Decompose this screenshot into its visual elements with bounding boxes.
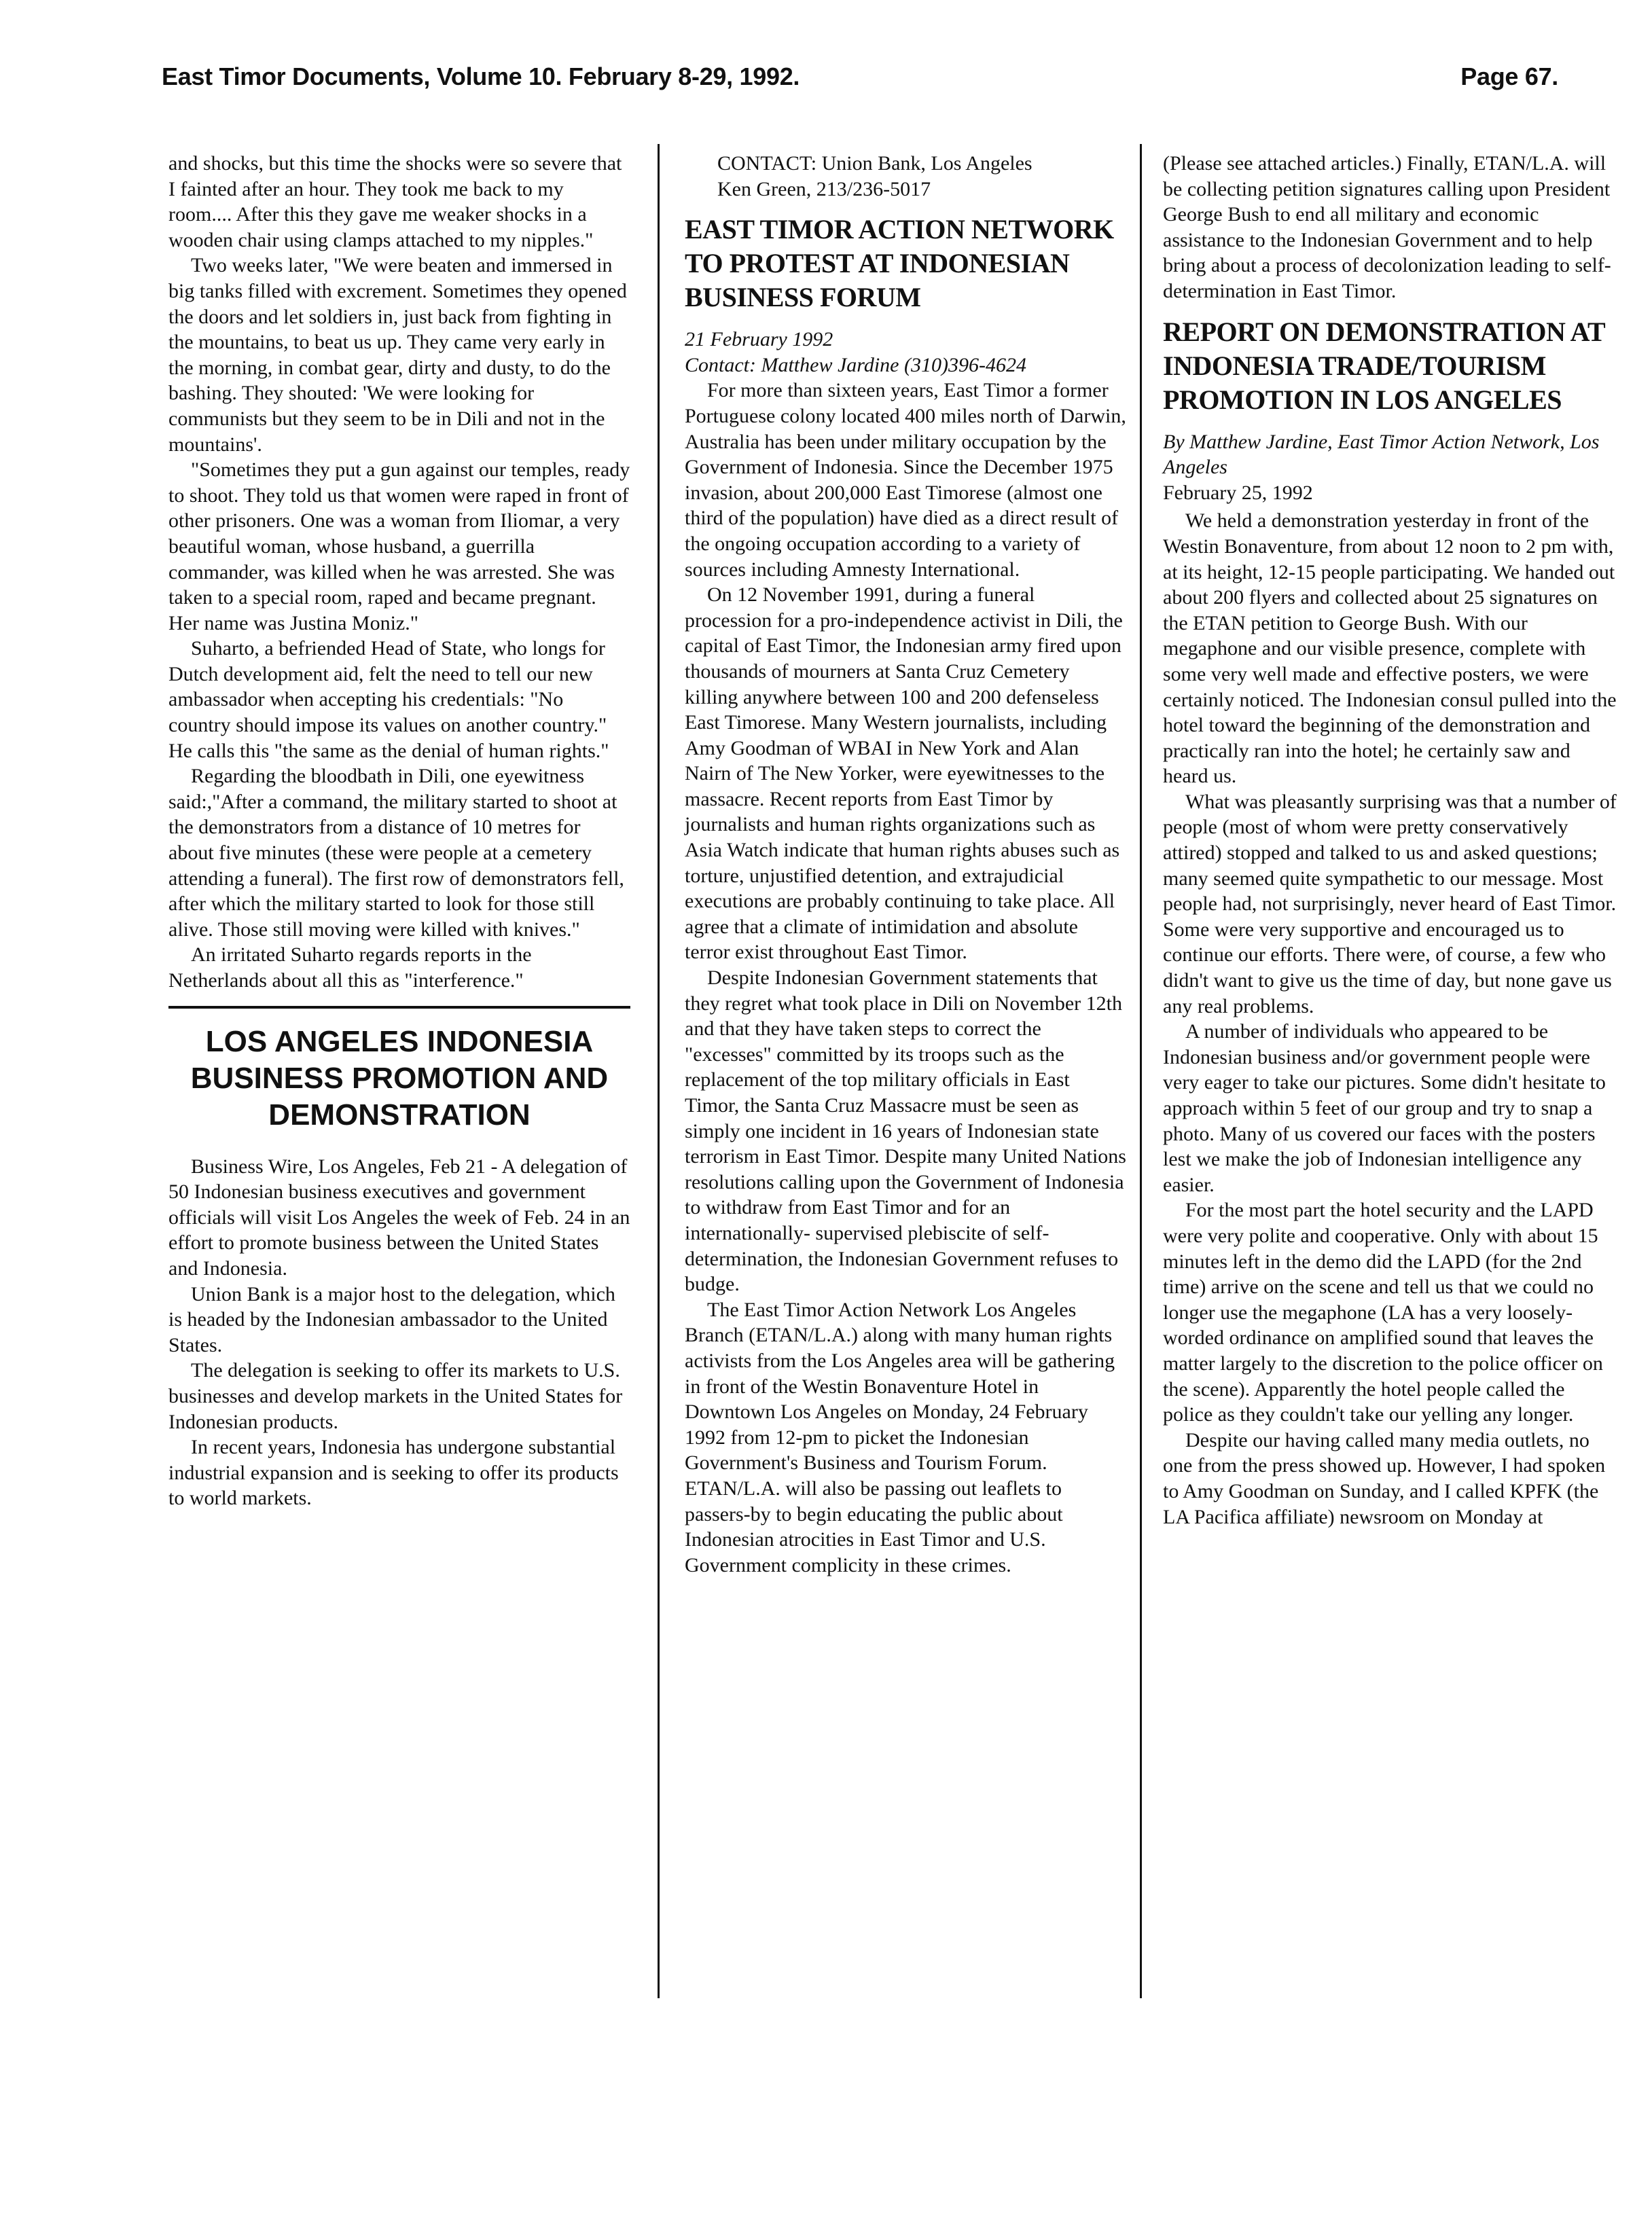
article-date: February 25, 1992: [1163, 481, 1313, 504]
paragraph: and shocks, but this time the shocks were so severe that I fainted after an hour. They took me back to my room.... After this they gave me weaker shocks in a wooden chair using clamps attached to my nipples.": [168, 152, 622, 251]
paragraph: The delegation is seeking to offer its markets to U.S. businesses and develop markets in the United States for Indonesian products.: [168, 1359, 623, 1433]
article-heading: LOS ANGELES INDONESIA BUSINESS PROMOTION AND DEMONSTRATION: [190, 1024, 609, 1132]
paragraph: We held a demonstration yesterday in front of the Westin Bonaventure, from about 12 noon to 2 pm with, at its height, 12-15 people participating. We handed out about 200 flyers and collected about 25 signatures on the ETAN petition to George Bush. With our megaphone and our visible presence, complete with some very well made and effective posters, we were certainly noticed. The Indonesian consul pulled into the hotel toward the beginning of the demonstration and practically ran into the hotel; he certainly saw and heard us.: [1163, 509, 1617, 788]
section-divider: [168, 1006, 630, 1009]
article-date: 21 February 1992: [685, 328, 833, 351]
paragraph: "Sometimes they put a gun against our temples, ready to shoot. They told us that women were raped in front of other prisoners. One was a woman from Iliomar, a very beautiful woman, whose husband, a guerrilla commander, was killed when he was arrested. She was taken to a special room, raped and became pregnant. Her name was Justina Moniz.": [168, 458, 630, 634]
paragraph: For more than sixteen years, East Timor a former Portuguese colony located 400 miles north of Darwin, Australia has been under military occupation by the Government of Indonesia. Since the December 1975 invasion, about 200,000 East Timorese (almost one third of the population) have died as a direct result of the ongoing occupation according to a variety of sources including Amnesty International.: [685, 379, 1126, 581]
paragraph: In recent years, Indonesia has undergone substantial industrial expansion and is seeking to offer its products to world markets.: [168, 1436, 619, 1510]
paragraph: Suharto, a befriended Head of State, who longs for Dutch development aid, felt the need to tell our new ambassador when accepting his credentials: "No country should impose its values on another country." He calls this "the same as the denial of human rights.": [168, 637, 609, 762]
column-2: [685, 151, 1126, 1578]
column-3: [1163, 151, 1618, 1530]
contact-line: CONTACT: Union Bank, Los Angeles: [717, 152, 1032, 175]
paragraph: On 12 November 1991, during a funeral procession for a pro-independence activist in Dili, the capital of East Timor, the Indonesian army fired upon thousands of mourners at Santa Cruz Cemetery killing anywhere between 100 and 200 defenseless East Timorese. Many Western journalists, including Amy Goodman of WBAI in New York and Alan Nairn of The New Yorker, were eyewitnesses to the massacre. Recent reports from East Timor by journalists and human rights organizations such as Asia Watch indicate that human rights abuses such as torture, unjustified detention, and extrajudicial executions are probably continuing to take place. All agree that a climate of intimidation and absolute terror exist throughout East Timor.: [685, 583, 1123, 964]
paragraph: A number of individuals who appeared to be Indonesian business and/or government people were very eager to take our pictures. Some didn't hesitate to approach within 5 feet of our group and try to snap a photo. Many of us covered our faces with the posters lest we make the job of Indonesian intelligence any easier.: [1163, 1020, 1606, 1196]
paragraph: Business Wire, Los Angeles, Feb 21 - A delegation of 50 Indonesian business executives and government officials will visit Los Angeles the week of Feb. 24 in an effort to promote business between the United States and Indonesia.: [168, 1155, 630, 1280]
article-heading: REPORT ON DEMONSTRATION AT INDONESIA TRADE/TOURISM PROMOTION IN LOS ANGELES: [1163, 316, 1605, 415]
publication-title: East Timor Documents, Volume 10. February 8-29, 1992.: [162, 62, 800, 90]
paragraph: (Please see attached articles.) Finally, ETAN/L.A. will be collecting petition signatures calling upon President George Bush to end all military and economic assistance to the Indonesian Government and to help bring about a process of decolonization leading to self-determination in East Timor.: [1163, 152, 1611, 302]
article-heading: EAST TIMOR ACTION NETWORK TO PROTEST AT INDONESIAN BUSINESS FORUM: [685, 214, 1114, 313]
paragraph: Despite Indonesian Government statements that they regret what took place in Dili on November 12th and that they have taken steps to correct the "excesses" committed by its troops such as the replacement of the top military officials in East Timor, the Santa Cruz Massacre must be seen as simply one incident in 16 years of Indonesian state terrorism in East Timor. Despite many United Nations resolutions calling upon the Government of Indonesia to withdraw from East Timor and for an internationally- supervised plebiscite of self-determination, the Indonesian Government refuses to budge.: [685, 967, 1126, 1296]
paragraph: Two weeks later, "We were beaten and immersed in big tanks filled with excrement. Sometimes they opened the doors and let soldiers in, just back from fighting in the mountains, to beat us up. They came very early in the morning, in combat gear, dirty and dusty, to do the bashing. They shouted: 'We were looking for communists but they seem to be in Dili and not in the mountains'.: [168, 254, 627, 456]
column-divider-2: [1140, 144, 1142, 1998]
page-header: [162, 62, 1558, 103]
paragraph: Despite our having called many media outlets, no one from the press showed up. However, I had spoken to Amy Goodman on Sunday, and I called KPFK (the LA Pacifica affiliate) newsroom on Monday at: [1163, 1428, 1606, 1528]
paragraph: Regarding the bloodbath in Dili, one eyewitness said:,"After a command, the military started to shoot at the demonstrators from a distance of 10 metres for about five minutes (these were people at a cemetery attending a funeral). The first row of demonstrators fell, after which the military started to look for those still alive. Those still moving were killed with knives.": [168, 765, 624, 941]
paragraph: What was pleasantly surprising was that a number of people (most of whom were pretty conservatively attired) stopped and talked to us and asked questions; many seemed quite sympathetic to our message. Most people had, not surprisingly, never heard of East Timor. Some were very supportive and encouraged us to continue our efforts. There were, of course, a few who didn't want to give us the time of day, but none gave us any real problems.: [1163, 790, 1617, 1017]
contact-line: Contact: Matthew Jardine (310)396-4624: [685, 353, 1026, 376]
column-1: [168, 151, 630, 1511]
paragraph: An irritated Suharto regards reports in the Netherlands about all this as "interference.": [168, 943, 532, 992]
paragraph: The East Timor Action Network Los Angeles Branch (ETAN/L.A.) along with many human rights activists from the Los Angeles area will be gathering in front of the Westin Bonaventure Hotel in Downtown Los Angeles on Monday, 24 February 1992 from 12-pm to picket the Indonesian Government's Business and Tourism Forum. ETAN/L.A. will also be passing out leaflets to passers-by to begin educating the public about Indonesian atrocities in East Timor and U.S. Government complicity in these crimes.: [685, 1298, 1115, 1576]
paragraph: For the most part the hotel security and the LAPD were very polite and cooperative. Only with about 15 minutes left in the demo did the LAPD (for the 2nd time) arrive on the scene and tell us that we could no longer use the megaphone (LA has a very loosely-worded ordinance on amplified sound that leaves the matter largely to the discretion to the police officer on the scene). Apparently the hotel people called the police as they couldn't take our yelling any longer.: [1163, 1199, 1603, 1426]
byline: By Matthew Jardine, East Timor Action Network, Los Angeles: [1163, 430, 1600, 479]
paragraph: Union Bank is a major host to the delegation, which is headed by the Indonesian ambassador to the United States.: [168, 1282, 615, 1356]
page-number: Page 67.: [1460, 62, 1558, 90]
column-divider-1: [658, 144, 660, 1998]
contact-line: Ken Green, 213/236-5017: [717, 177, 931, 200]
